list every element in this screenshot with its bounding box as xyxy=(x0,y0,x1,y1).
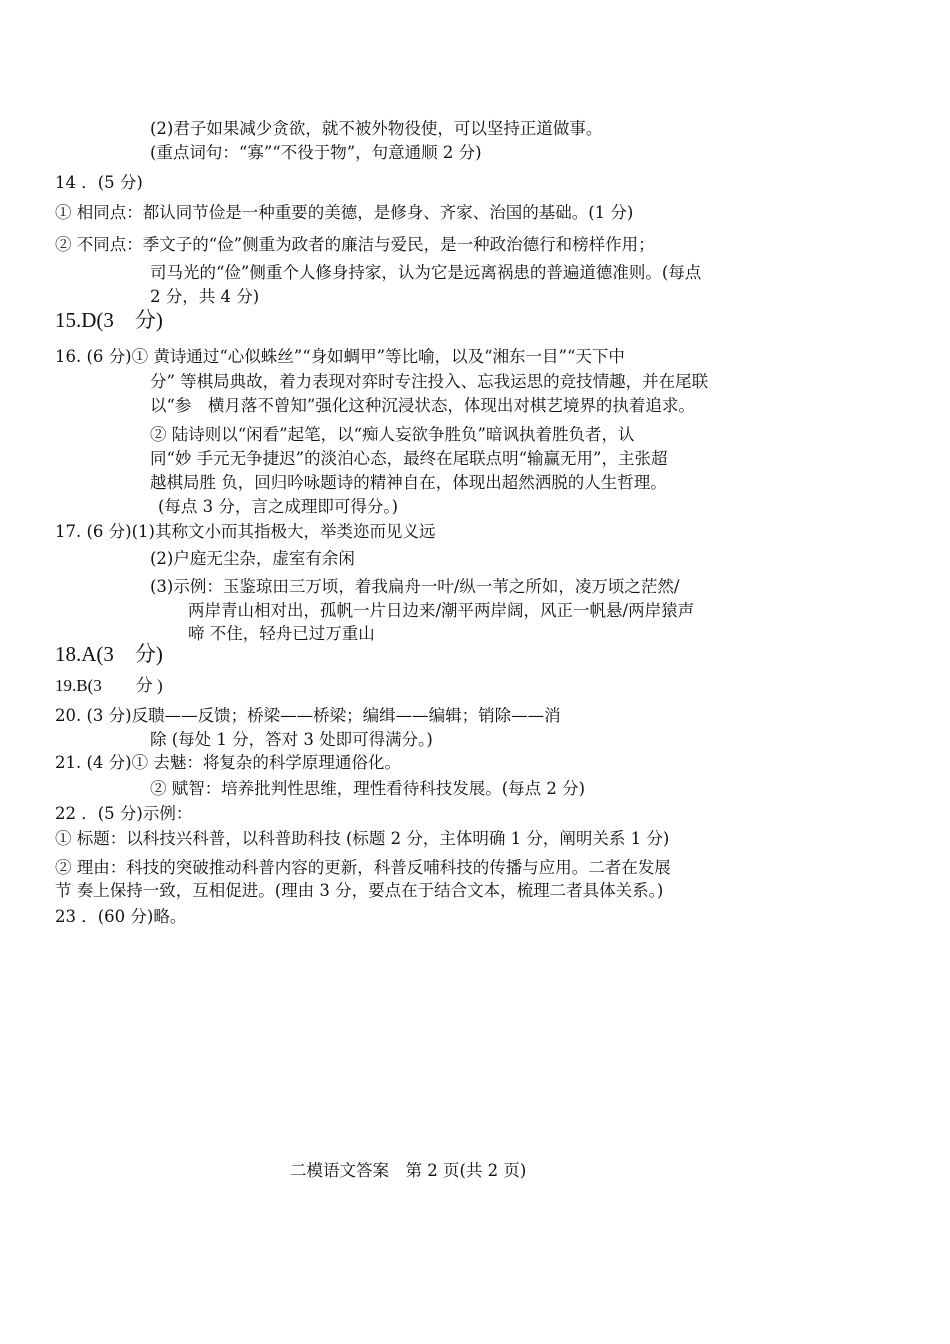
page-footer: 二模语文答案 第 2 页(共 2 页) xyxy=(290,1161,527,1180)
q16-line-6: 越棋局胜 负，回归吟咏题诗的精神自在，体现出超然洒脱的人生哲理。 xyxy=(150,473,667,492)
q16-line-2: 分” 等棋局典故，着力表现对弈时专注投入、忘我运思的竞技情趣，并在尾联 xyxy=(150,372,709,391)
q22-reason-line-1: ② 理由：科技的突破推动科普内容的更新，科普反哺科技的传播与应用。二者在发展 xyxy=(55,858,671,877)
q14-header: 14 ．(5 分) xyxy=(55,173,143,192)
q17-line-3: (3)示例：玉鉴琼田三万顷，着我扁舟一叶/纵一苇之所如，凌万顷之茫然/ xyxy=(150,577,680,596)
q13-scoring-note: (重点词句：“寡”“不役于物”，句意通顺 2 分) xyxy=(150,143,482,162)
q17-line-5: 啼 不住，轻舟已过万重山 xyxy=(188,624,375,643)
q22-header: 22 ．(5 分)示例： xyxy=(55,804,193,823)
q14-similarity: ① 相同点：都认同节俭是一种重要的美德，是修身、齐家、治国的基础。(1 分) xyxy=(55,203,634,222)
q17-line-2: (2)户庭无尘杂，虚室有余闲 xyxy=(150,549,355,568)
q20-line-1: 20. (3 分)反聩——反馈；桥梁——桥梁；编缉——编辑；销除——消 xyxy=(55,706,561,725)
q20-line-2: 除 (每处 1 分，答对 3 处即可得满分。) xyxy=(150,730,433,749)
q17-line-4: 两岸青山相对出，孤帆一片日边来/潮平两岸阔，风正一帆悬/两岸猿声 xyxy=(188,601,695,620)
q14-difference-line-3: 2 分，共 4 分) xyxy=(150,287,260,306)
q16-scoring-note: (每点 3 分，言之成理即可得分。) xyxy=(158,497,399,516)
q16-line-3: 以“参 横月落不曾知”强化这种沉浸状态，体现出对棋艺境界的执着追求。 xyxy=(150,396,695,415)
q16-line-1: 16. (6 分)① 黄诗通过“心似蛛丝”“身如蜩甲”等比喻，以及“湘东一目”“天下中 xyxy=(55,347,625,366)
q16-line-5: 同“妙 手元无争捷迟”的淡泊心态，最终在尾联点明“输赢无用”，主张超 xyxy=(150,449,668,468)
q16-line-4: ② 陆诗则以“闲看”起笔，以“痴人妄欲争胜负”暗讽执着胜负者，认 xyxy=(150,425,635,444)
q14-difference-line-2: 司马光的“俭”侧重个人修身持家，认为它是远离祸患的普遍道德准则。(每点 xyxy=(150,263,702,282)
q13-answer-line: (2)君子如果减少贪欲，就不被外物役使，可以坚持正道做事。 xyxy=(150,119,603,138)
q22-title-line: ① 标题：以科技兴科普，以科普助科技 (标题 2 分，主体明确 1 分，阐明关系 1 分) xyxy=(55,829,670,848)
q23-line: 23 ．(60 分)略。 xyxy=(55,907,187,926)
q21-line-2: ② 赋智：培养批判性思维，理性看待科技发展。(每点 2 分) xyxy=(150,779,586,798)
q21-line-1: 21. (4 分)① 去魅：将复杂的科学原理通俗化。 xyxy=(55,753,401,772)
q19-answer: 19.B(3 分 ) xyxy=(55,676,163,695)
q22-reason-line-2: 节 奏上保持一致，互相促进。(理由 3 分，要点在于结合文本，梳理二者具体关系。) xyxy=(55,881,664,900)
q17-line-1: 17. (6 分)(1)其称文小而其指极大，举类迩而见义远 xyxy=(55,522,436,541)
q18-answer: 18.A(3 分) xyxy=(55,642,163,666)
q15-answer: 15.D(3 分) xyxy=(55,308,163,332)
q14-difference-line-1: ② 不同点：季文子的“俭”侧重为政者的廉洁与爱民，是一种政治德行和榜样作用； xyxy=(55,235,655,254)
